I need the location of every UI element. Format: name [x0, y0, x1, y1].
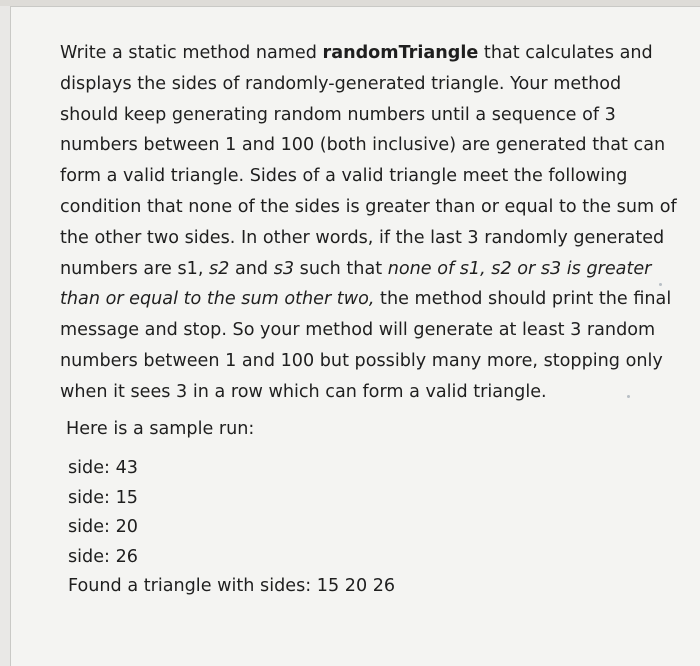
question-content [60, 38, 680, 602]
sample-line: side: 26 [68, 546, 138, 567]
sample-line: side: 15 [68, 487, 138, 508]
question-text [60, 38, 680, 408]
italic-s3: s3 [273, 258, 295, 279]
connector-text: and [229, 258, 274, 279]
italic-s2: s2 [209, 258, 230, 279]
intro-text: Write a static method named [60, 43, 323, 63]
condition-lead-text: such that [294, 258, 388, 279]
description-text: that calculates and displays the sides of randomly-generated triangle. Your method should keep generating random numbers until a sequence of 3 numbers between 1 and 100 (both inclusive) are generated that can form a valid triangle. Sides of a valid triangle meet the following condition that none of the sides is greater than or equal to the sum of the other two sides. In other words, if the last 3 randomly generated numbers are s1, [60, 43, 677, 279]
sample-line: side: 20 [68, 517, 138, 538]
sample-run-heading: Here is a sample run: [66, 418, 255, 439]
sample-line: side: 43 [68, 458, 138, 479]
sample-output [68, 454, 680, 602]
method-name: randomTriangle [322, 43, 479, 63]
condition-italic-text: none of s1, s2 or s3 is greater than or equal to the sum other two, [60, 258, 652, 310]
sample-final-line: Found a triangle with sides: 15 20 26 [68, 576, 396, 597]
closing-text: the method should print the final message and stop. So your method will generate at least 3 random numbers between 1 and 100 but possibly many more, stopping only when it sees 3 in a row which can form a valid triangle. [60, 289, 672, 402]
